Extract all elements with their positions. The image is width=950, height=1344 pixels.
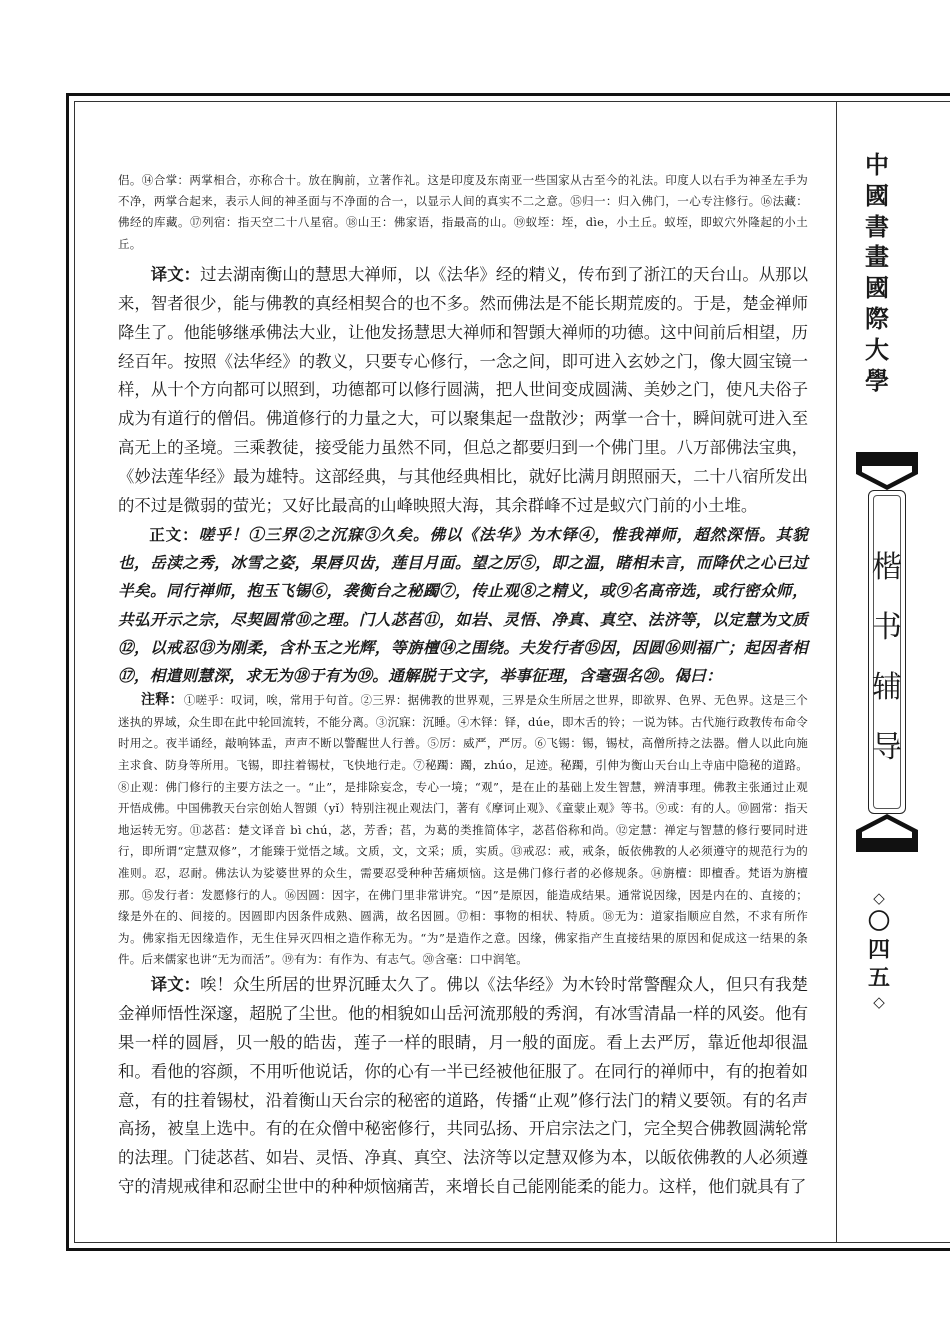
main-text: [118, 170, 808, 1202]
footnote-continuation: 侣。⑭合掌：两掌相合，亦称合十。放在胸前，立著作礼。这是印度及东南亚一些国家从古至今的礼法。印度人以右手为神圣左手为不净，两掌合起来，表示人间的神圣面与不净面的合一，以显示人间的真实不二之意。⑮归一：归入佛门，一心专注修行。⑯法藏：佛经的库藏。⑰列宿：指天空二十八星宿。⑱山王：佛家语，指最高的山。⑲蚁垤：垤，dìe，小土丘。蚁垤，即蚁穴外隆起的小土丘。: [118, 173, 808, 251]
panel-bottom-ornament: [856, 812, 918, 852]
book-title: 楷 书 辅 导: [872, 550, 902, 765]
book-title-panel: [856, 452, 918, 852]
annotation-paragraph: [118, 690, 808, 971]
diamond-ornament-icon: ◇: [873, 993, 885, 1011]
translation-paragraph-1: [118, 261, 808, 521]
original-text-paragraph: [118, 521, 808, 690]
translation-text-2: 唉！众生所居的世界沉睡太久了。佛以《法华经》为木铃时常警醒众人，但只有我楚金禅师悟性深邃，超脱了尘世。他的相貌如山岳河流那般的秀润，有冰雪清晶一样的风姿。他有果一样的圆唇，贝一般的皓齿，莲子一样的眼睛，月一般的面庞。看上去严厉，靠近他却很温和。看他的容颜，不用听他说话，你的心有一半已经被他征服了。在同行的禅师中，有的抱着如意，有的拄着锡杖，沿着衡山天台宗的秘密的道路，传播“止观”修行法门的精义要领。有的名声高扬，被皇上选中。有的在众僧中秘密修行，共同弘扬、开启宗法之门，完全契合佛教圆满轮常的法理。门徒苾萏、如岩、灵悟、净真、真空、法济等以定慧双修为本，以皈依佛教的人必须遵守的清规戒律和忍耐尘世中的种种烦恼痛苦，来增长自己能刚能柔的能力。这样，他们就具有了: [118, 974, 809, 1197]
annotation-text: ①嗟乎：叹词，唉，常用于句首。②三界：据佛教的世界观，三界是众生所居之世界，即欲界、色界、无色界。这是三个迷执的界域，众生即在此中轮回流转，不能分离。③沉寐：沉睡。④木铎：铎，dúe，即木舌的铃；一说为钵。古代施行政教传布命令时用之。夜半诵经，敲响钵盂，声声不断以警醒世人行善。⑤厉：威严，严厉。⑥飞锡：锡，锡杖，高僧所持之法器。僧人以此向施主求食、防身等所用。飞锡，即拄着锡杖，飞快地行走。⑦秘躅：躅，zhúo，足迹。秘躅，引伸为衡山天台山上寺庙中隐秘的道路。⑧止观：佛门修行的主要方法之一。“止”，是排除妄念，专心一境；“观”，是在止的基础上发生智慧，辨清事理。佛教主张通过止观开悟成佛。中国佛教天台宗创始人智顗（yǐ）特别注视止观法门，著有《摩诃止观》、《童蒙止观》等书。⑨或：有的人。⑩圆常：指天地运转无穷。⑪苾萏：楚文译音 bì chú，苾，芳香；萏，为葛的类推简体字，苾萏俗称和尚。⑫定慧：禅定与智慧的修行要同时进行，即所谓“定慧双修”，才能臻于觉悟之域。文质，文，文采；质，实质。⑬戒忍：戒，戒条，皈依佛教的人必须遵守的规范行为的准则。忍，忍耐。佛法认为娑婆世界的众生，需要忍受种种苦痛烦恼。这是佛门修行者的必修规条。⑭旃檀：即檀香。梵语为旃檀那。⑮发行者：发愿修行的人。⑯因圆：因字，在佛门里非常讲究。“因”是原因，能造成结果。通常说因缘，因是内在的、直接的；缘是外在的、间接的。因圆即内因条件成熟、圆满，故名因圆。⑰相：事物的相状、特质。⑱无为：道家指顺应自然，不求有所作为。佛家指无因缘造作，无生住异灭四相之造作称无为。“为”是造作之意。因缘，佛家指产生直接结果的原因和促成这一结果的条件。后来儒家也讲“无为而活”。⑲有为：有作为、有志气。⑳含毫：口中润笔。: [118, 693, 808, 967]
sidebar-divider: [836, 101, 837, 1243]
translation-text: 过去湖南衡山的慧思大禅师，以《法华》经的精义，传布到了浙江的天台山。从那以来，智者很少，能与佛教的真经相契合的也不多。然而佛法是不能长期荒废的。于是，楚金禅师降生了。他能够继承佛法大业，让他发扬慧思大禅师和智顗大禅师的功德。这中间前后相望，历经百年。按照《法华经》的教义，只要专心修行，一念之间，即可进入玄妙之门，像大圆宝镜一样，从十个方向都可以照到，功德都可以修行圆满，把人世间变成圆满、美妙之门，使凡夫俗子成为有道行的僧侣。佛道修行的力量之大，可以聚集起一盘散沙；两掌一合十，瞬间就可进入至高无上的圣境。三乘教徒，接受能力虽然不同，但总之都要归到一个佛门里。八万部佛法宝典，《妙法莲华经》最为雄特。这部经典，与其他经典相比，就好比满月朗照丽天，二十八宿所发出的不过是微弱的萤光；又好比最高的山峰映照大海，其余群峰不过是蚁穴门前的小土堆。: [118, 264, 809, 516]
original-label: 正文：: [149, 524, 199, 544]
translation-label: 译文：: [150, 264, 201, 284]
university-title: 中 國 書 畫 國 際 大 學: [865, 150, 889, 395]
diamond-ornament-icon: ◇: [873, 889, 885, 907]
page-number: ◇ 〇 四 五 ◇: [862, 888, 896, 1012]
translation-paragraph-2: [118, 971, 808, 1202]
original-text: 嗟乎！①三界②之沉寐③久矣。佛以《法华》为木铎④，惟我禅师，超然深悟。其貌也，岳渎之秀，冰雪之姿，果唇贝齿，莲目月面。望之厉⑤，即之温，睹相未言，而降伏之心已过半矣。同行禅师，抱玉飞锡⑥，袭衡台之秘躅⑦，传止观⑧之精义，或⑨名高帝选，或行密众师，共弘开示之宗，尽契圆常⑩之理。门人苾萏⑪，如岩、灵悟、净真、真空、法济等，以定慧为文质⑫，以戒忍⑬为刚柔，含朴玉之光辉，等旃檀⑭之围绕。夫发行者⑮因，因圆⑯则福广；起因者相⑰，相遣则慧深，求无为⑱于有为⑲。通解脱于文字，举事征理，含毫强名⑳。偈曰：: [118, 524, 808, 685]
translation-label-2: 译文：: [150, 974, 201, 994]
annotation-label: 注释：: [141, 692, 184, 709]
panel-top-ornament: [856, 452, 918, 492]
